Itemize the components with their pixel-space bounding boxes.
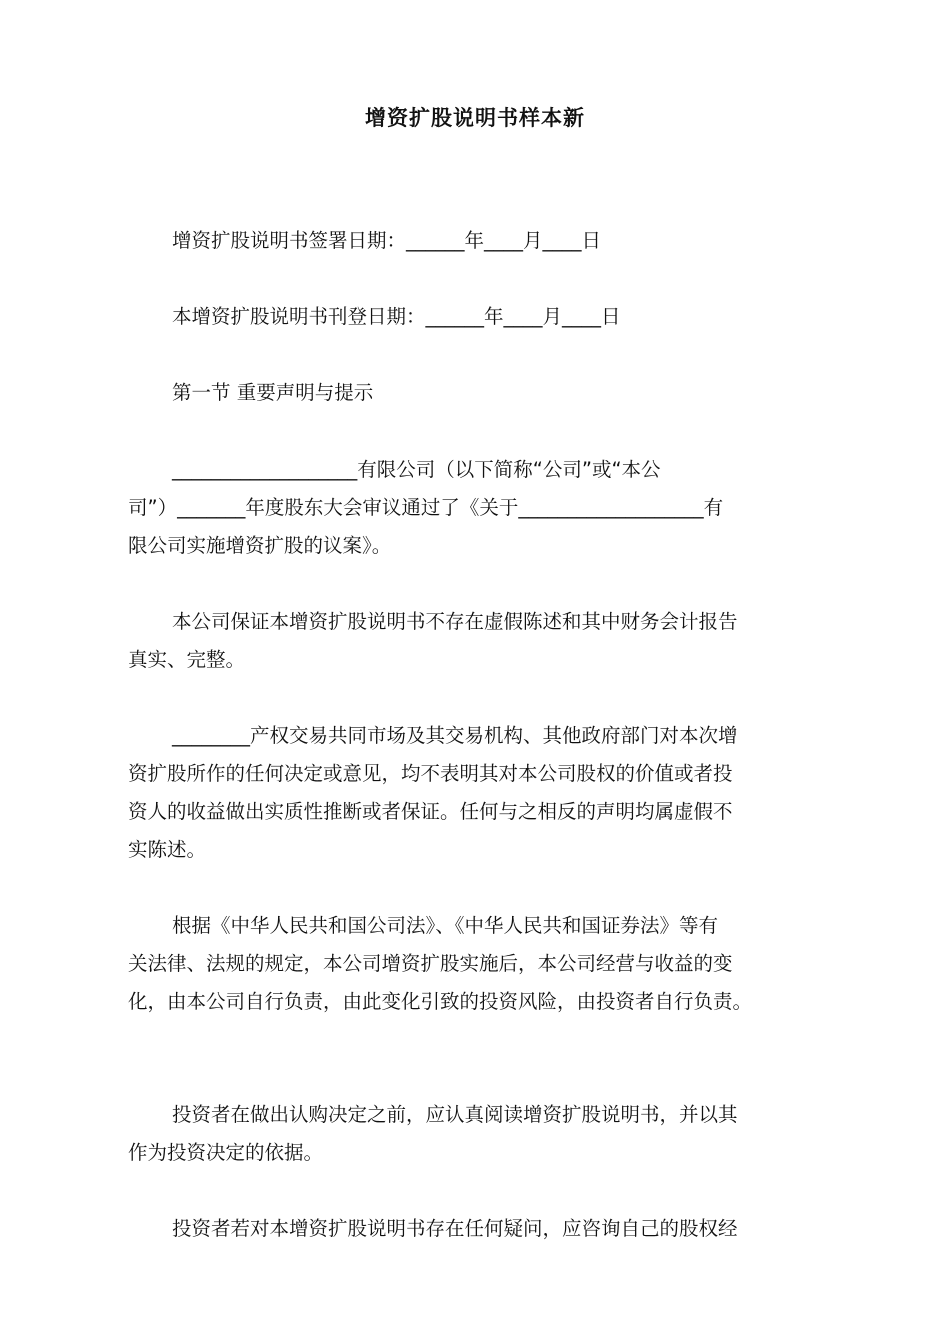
paragraph-2-line-1: 本公司保证本增资扩股说明书不存在虚假陈述和其中财务会计报告	[172, 610, 738, 633]
paragraph-4-line-1: 根据《中华人民共和国公司法》、《中华人民共和国证券法》等有	[172, 914, 719, 937]
paragraph-2-line-2: 真实、完整。	[128, 648, 246, 671]
paragraph-1-line-3: 限公司实施增资扩股的议案》。	[128, 534, 392, 557]
document-title: 增资扩股说明书样本新	[365, 106, 585, 130]
paragraph-5-line-2: 作为投资决定的依据。	[128, 1141, 324, 1164]
paragraph-4-line-2: 关法律、法规的规定，本公司增资扩股实施后，本公司经营与收益的变	[128, 952, 733, 975]
paragraph-5-line-1: 投资者在做出认购决定之前，应认真阅读增资扩股说明书，并以其	[172, 1103, 738, 1126]
paragraph-3-line-3: 资人的收益做出实质性推断或者保证。任何与之相反的声明均属虚假不	[128, 800, 733, 823]
paragraph-3-line-2: 资扩股所作的任何决定或意见，均不表明其对本公司股权的价值或者投	[128, 762, 733, 785]
paragraph-3-line-1: ________产权交易共同市场及其交易机构、其他政府部门对本次增	[172, 724, 738, 747]
publication-date-line: 本增资扩股说明书刊登日期：______年____月____日	[172, 305, 621, 328]
section-heading: 第一节 重要声明与提示	[172, 381, 374, 404]
paragraph-1-line-2: 司”）_______年度股东大会审议通过了《关于___________________有	[128, 496, 724, 519]
paragraph-6-line-1: 投资者若对本增资扩股说明书存在任何疑问，应咨询自己的股权经	[172, 1217, 738, 1240]
signing-date-line: 增资扩股说明书签署日期：______年____月____日	[172, 229, 602, 252]
paragraph-1-line-1: ___________________有限公司（以下简称“公司”或“本公	[172, 458, 661, 481]
paragraph-4-line-3: 化，由本公司自行负责，由此变化引致的投资风险，由投资者自行负责。	[128, 990, 753, 1013]
paragraph-3-line-4: 实陈述。	[128, 838, 207, 861]
